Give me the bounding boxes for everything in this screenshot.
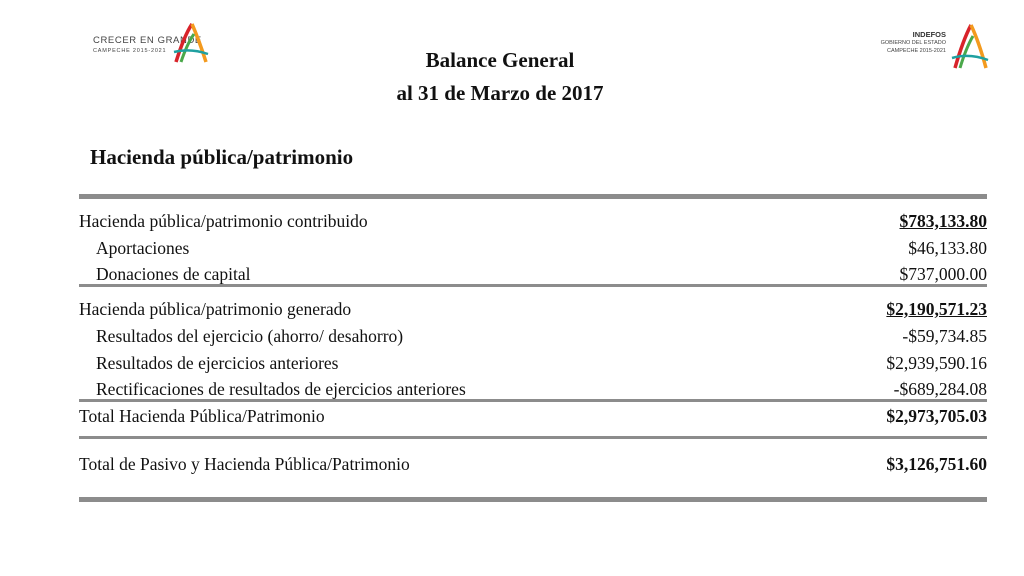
row-label: Total Hacienda Pública/Patrimonio [79,406,325,426]
logo-left-line1: CRECER EN GRANDE [93,35,202,46]
table-row-total-hacienda [79,404,987,428]
table-bottom-rule [79,497,987,502]
row-value: $2,190,571.23 [886,299,987,319]
section-title: Hacienda pública/patrimonio [90,145,354,169]
row-value: -$689,284.08 [893,379,987,399]
row-label: Donaciones de capital [96,264,251,284]
row-label: Resultados de ejercicios anteriores [96,353,339,373]
table-row-resultados-ejercicio [79,324,987,348]
logo-right-line1: INDEFOS [912,30,946,39]
row-label: Aportaciones [96,238,190,258]
table-row-rectificaciones [79,377,987,401]
row-value: -$59,734.85 [902,326,987,346]
logo-right-line3: CAMPECHE 2015-2021 [886,48,946,54]
row-label: Hacienda pública/patrimonio generado [79,299,352,319]
row-label: Total de Pasivo y Hacienda Pública/Patrimonio [79,454,410,474]
row-value: $2,973,705.03 [886,406,987,426]
page-subtitle: al 31 de Marzo de 2017 [396,81,604,105]
table-row-aportaciones [79,236,987,260]
row-label: Rectificaciones de resultados de ejercicios anteriores [96,379,466,399]
row-value: $3,126,751.60 [886,454,987,474]
logo-right-line2: GOBIERNO DEL ESTADO [880,40,946,46]
group-divider [79,436,987,439]
row-value: $2,939,590.16 [886,353,987,373]
table-row-total-pasivo-hacienda [79,452,987,476]
table-row-resultados-anteriores [79,351,987,375]
table-row-donaciones [79,262,987,286]
logo-left-line2: CAMPECHE 2015-2021 [93,48,167,54]
row-label: Resultados del ejercicio (ahorro/ desahorro) [96,326,404,346]
row-value: $783,133.80 [899,211,987,231]
table-row-generado [79,297,987,321]
row-value: $737,000.00 [899,264,987,284]
table-row-contribuido [79,209,987,233]
table-top-rule [79,194,987,199]
row-value: $46,133.80 [908,238,987,258]
page-title: Balance General [425,48,575,72]
row-label: Hacienda pública/patrimonio contribuido [79,211,368,231]
